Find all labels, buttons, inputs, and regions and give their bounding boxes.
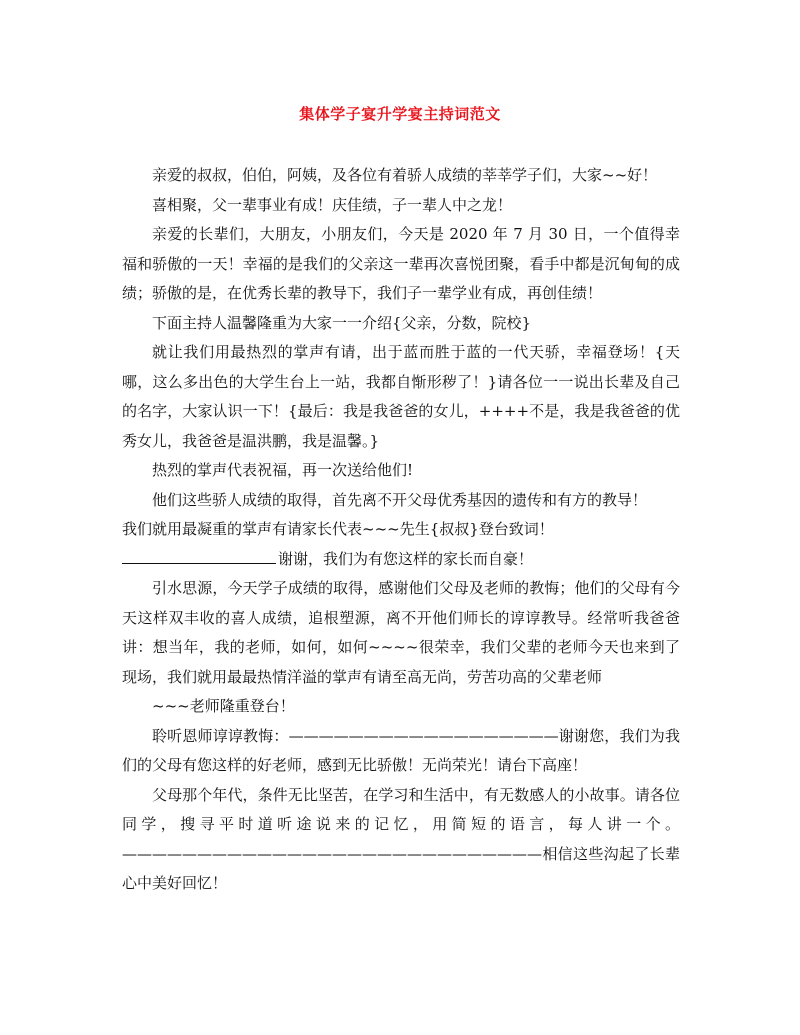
paragraph-teacher-speech: 聆听恩师谆谆教悔：——————————————————谢谢您，我们为我们的父母有您这样的好老师，感到无比骄傲！无尚荣光！请台下高座！	[122, 726, 680, 774]
paragraph-teachers: 引水思源，今天学子成绩的取得，感谢他们父母及老师的教悔；他们的父母有今天这样双丰收的喜人成绩，追根塑源，离不开他们师长的谆谆教导。经常听我爸爸讲：想当年，我的老师，如何，如何~~~~很荣幸，我们父辈的老师今天也来到了现场，我们就用最最热情洋溢的掌声有请至高无尚，劳苦功高的父辈老师	[122, 579, 680, 686]
paragraph-date: 亲爱的长辈们，大朋友，小朋友们，今天是 2020 年 7 月 30 日，一个值得幸福和骄傲的一天！幸福的是我们的父亲这一辈再次喜悦团聚，看手中都是沉甸甸的成绩；骄傲的是，在优秀长辈的教导下，我们子一辈学业有成，再创佳绩！	[122, 225, 680, 302]
paragraph-parents-credit: 他们这些骄人成绩的取得，首先离不开父母优秀基因的遗传和有方的教导！	[152, 490, 648, 509]
paragraph-students-entrance: 就让我们用最热烈的掌声有请，出于蓝而胜于蓝的一代天骄，幸福登场！{天哪，这么多出色的大学生台上一站，我都自惭形秽了！}请各位一一说出长辈及自己的名字，大家认识一下！{最后：我是我爸爸的女儿，++++不是，我是我爸爸的优秀女儿，我爸爸是温洪鹏，我是温馨。}	[122, 343, 680, 450]
paragraph-parent-speech: 我们就用最凝重的掌声有请家长代表~~~先生{叔叔}登台致词！	[122, 520, 554, 538]
paragraph-reunion: 喜相聚，父一辈事业有成！庆佳绩，子一辈人中之龙！	[152, 195, 513, 214]
paragraph-applause: 热烈的掌声代表祝福，再一次送给他们!	[152, 461, 414, 479]
paragraph-thanks-parent	[122, 545, 680, 575]
thanks-parent-text: 谢谢，我们为有您这样的家长而自豪！	[278, 549, 534, 568]
paragraph-stories: 父母那个年代，条件无比坚苦，在学习和生活中，有无数感人的小故事。请各位同学，搜寻平时道听途说来的记忆，用简短的语言，每人讲一个。————————————————————————————相信这些沟起了长辈心中美好回忆！	[122, 785, 680, 892]
fill-in-blank-line	[122, 549, 276, 564]
paragraph-greeting: 亲爱的叔叔，伯伯，阿姨，及各位有着骄人成绩的莘莘学子们，大家~~好！	[152, 166, 658, 184]
paragraph-introduction: 下面主持人温馨隆重为大家一一介绍{父亲，分数，院校}	[152, 313, 532, 332]
document-title: 集体学子宴升学宴主持词范文	[299, 105, 501, 123]
paragraph-teacher-entrance: ~~~老师隆重登台！	[152, 697, 295, 715]
document-body	[122, 161, 680, 899]
